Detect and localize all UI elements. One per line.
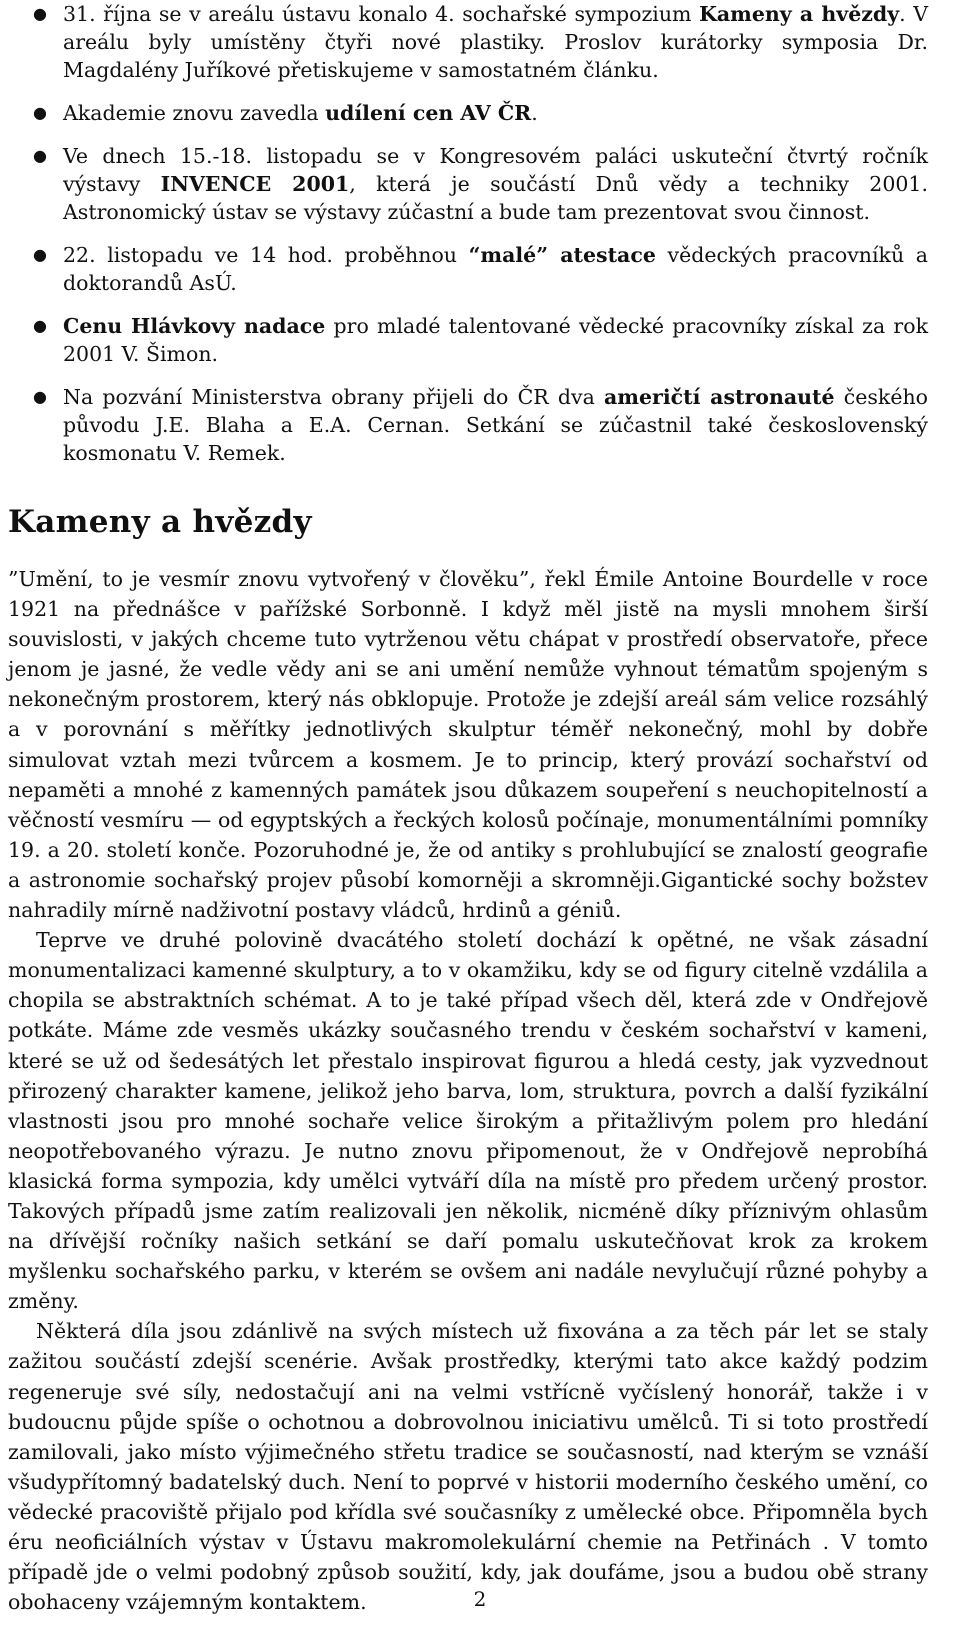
bullet-icon: ● xyxy=(33,4,47,23)
bullet-icon: ● xyxy=(33,245,47,264)
page-number: 2 xyxy=(473,1587,487,1611)
news-list xyxy=(8,0,928,467)
bullet-icon: ● xyxy=(33,146,47,165)
bullet-icon: ● xyxy=(33,387,47,406)
news-item: ● 31. října se v areálu ústavu konalo 4. sochařské sympozium Kameny a hvězdy. V areálu byly umístěny čtyři nové plastiky. Proslov kurátorky symposia Dr. Magdalény Juříkové přetiskujeme v samostatném článku. xyxy=(8,0,928,84)
news-item: ● 22. listopadu ve 14 hod. proběhnou “malé” atestace vědeckých pracovníků a doktorandů AsÚ. xyxy=(8,241,928,297)
article-title: Kameny a hvězdy xyxy=(8,504,312,540)
news-item: ● Akademie znovu zavedla udílení cen AV ČR. xyxy=(8,99,928,127)
news-item: ● Na pozvání Ministerstva obrany přijeli do ČR dva američtí astronauté českého původu J.E. Blaha a E.A. Cernan. Setkání se zúčastnil také československý kosmonatu V. Remek. xyxy=(8,383,928,467)
news-item: ● Ve dnech 15.-18. listopadu se v Kongresovém paláci uskuteční čtvrtý ročník výstavy INVENCE 2001, která je součástí Dnů vědy a techniky 2001. Astronomický ústav se výstavy zúčastní a bude tam prezentovat svou činnost. xyxy=(8,142,928,226)
article-paragraph: Některá díla jsou zdánlivě na svých místech už fixována a za těch pár let se staly zažitou součástí zdejší scenérie. Avšak prostředky, kterými tato akce každý podzim regeneruje své síly, nedostačují ani na velmi vstřícně vyčíslený honorář, takže i v budoucnu půjde spíše o ochotnou a dobrovolnou iniciativu umělců. Ti si toto prostředí zamilovali, jako místo výjimečného střetu tradice se současností, nad kterým se vznáší všudypřítomný badatelský duch. Není to poprvé v historii moderního českého umění, co vědecké pracoviště přijalo pod křídla své současníky z umělecké obce. Připomněla bych éru neoficiálních výstav v Ústavu makromolekulární chemie na Petřinách . V tomto případě jde o velmi podobný způsob soužití, kdy, jak doufáme, jsou a budou obě strany obohaceny vzájemným kontaktem. xyxy=(8,1319,928,1615)
bullet-icon: ● xyxy=(33,103,47,122)
page-content xyxy=(8,0,928,1617)
article-paragraph: ”Umění, to je vesmír znovu vytvořený v člověku”, řekl Émile Antoine Bourdelle v roce 1921 na přednášce v pařížské Sorbonně. I když měl jistě na mysli mnohem širší souvislosti, v jakých chceme tuto vytrženou větu chápat v prostředí observatoře, přece jenom je jasné, že vedle vědy ani se ani umění nemůže vyhnout tématům spojeným s nekonečným prostorem, který nás obklopuje. Protože je zdejší areál sám velice rozsáhlý a v porovnání s měřítky jednotlivých skulptur téměř nekonečný, mohl by dobře simulovat vztah mezi tvůrcem a kosmem. Je to princip, který provází sochařství od nepaměti a mnohé z kamenných památek jsou důkazem soupeření s neuchopitelností a věčností vesmíru — od egyptských a řeckých kolosů počínaje, monumentálními pomníky 19. a 20. století konče. Pozoruhodné je, že od antiky s prohlubující se znalostí geografie a astronomie sochařský projev působí komorněji a skromněji.Gigantické sochy božstev nahradily mírně nadživotní postavy vládců, hrdinů a géniů. xyxy=(8,567,928,923)
article-paragraph: Teprve ve druhé polovině dvacátého století dochází k opětné, ne však zásadní monumentalizaci kamenné skulptury, a to v okamžiku, kdy se od figury citelně vzdálila a chopila se abstraktních schémat. A to je také případ všech děl, která zde v Ondřejově potkáte. Máme zde vesměs ukázky současného trendu v českém sochařství v kameni, které se už od šedesátých let přestalo inspirovat figurou a hledá cesty, jak vyzvednout přirozený charakter kamene, jelikož jeho barva, lom, struktura, povrch a další fyzikální vlastnosti jsou pro mnohé sochaře velice širokým a přitažlivým polem pro hledání neopotřebovaného výrazu. Je nutno znovu připomenout, že v Ondřejově neprobíhá klasická forma sympozia, kdy umělci vytváří díla na místě pro předem určený prostor. Takových případů jsme zatím realizovali jen několik, nicméně díky příznivým ohlasům na dřívější ročníky našich setkání se daří pomalu uskutečňovat krok za krokem myšlenku sochařského parku, v kterém se ovšem ani nadále nevylučují různé pohyby a změny. xyxy=(8,928,928,1314)
bullet-icon: ● xyxy=(33,316,47,335)
news-item: ● Cenu Hlávkovy nadace pro mladé talentované vědecké pracovníky získal za rok 2001 V. Šimon. xyxy=(8,312,928,368)
